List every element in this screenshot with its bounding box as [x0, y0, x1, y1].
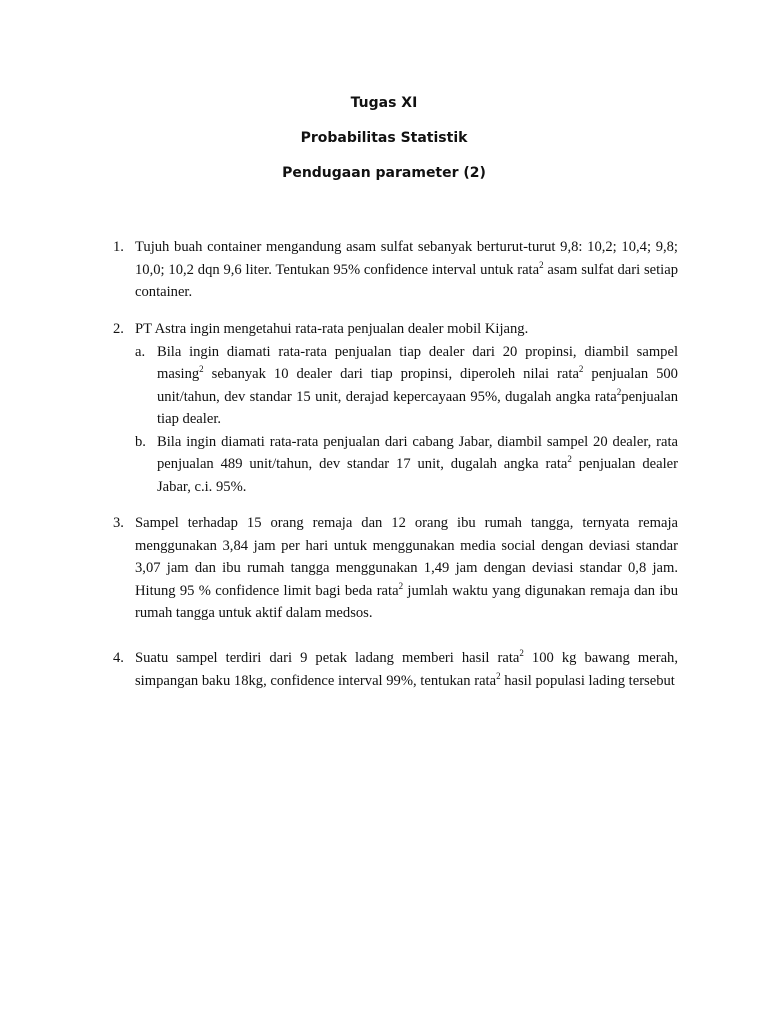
course-title: Probabilitas Statistik: [300, 130, 468, 146]
question-number: 3.: [113, 515, 124, 531]
question-number: 1.: [113, 239, 124, 255]
question-text-part: asam sulfat dari setiap container.: [135, 261, 678, 300]
question-1: [113, 236, 678, 304]
sub-question-a: [135, 341, 678, 431]
question-4: [113, 647, 678, 692]
question-text: [135, 512, 678, 625]
question-text-part: Tujuh buah container mengandung asam sulfat sebanyak berturut-turut 9,8: 10,2; 10,4; 9,8; 10,0; 10,2 dqn 9,6 liter. Tentukan 95% confidence interval untuk rata: [135, 239, 678, 278]
question-2: [113, 318, 678, 498]
superscript: 2: [199, 364, 204, 375]
question-text: [135, 647, 678, 692]
question-text-part: Sampel terhadap 15 orang remaja dan 12 orang ibu rumah tangga, ternyata remaja menggunakan 3,84 jam per hari untuk menggunakan media social dengan deviasi standar 3,07 jam dan ibu rumah tangga menggunakan 1,49 jam dengan deviasi standar 0,8 jam. Hitung 95 % confidence limit bagi beda rata: [135, 515, 678, 599]
superscript: 2: [519, 648, 524, 659]
topic-title: Pendugaan parameter (2): [282, 165, 486, 181]
superscript: 2: [567, 454, 572, 465]
question-intro: PT Astra ingin mengetahui rata-rata penjualan dealer mobil Kijang.: [135, 321, 529, 337]
question-number: 2.: [113, 321, 124, 337]
question-text-part: penjualan 500 unit/tahun, dev standar 15 unit, derajad kepercayaan 95%, dugalah angka rata: [157, 366, 678, 405]
sub-question-letter: a.: [135, 343, 146, 360]
question-text-part: 100 kg bawang merah, simpangan baku 18kg, confidence interval 99%, tentukan rata: [135, 650, 678, 689]
sub-question-b: [135, 431, 678, 499]
sub-question-text: [157, 431, 678, 499]
superscript: 2: [496, 670, 501, 681]
question-text-part: sebanyak 10 dealer dari tiap propinsi, diperoleh nilai rata: [203, 366, 579, 382]
superscript: 2: [539, 259, 544, 270]
question-text-part: Bila ingin diamati rata-rata penjualan tiap dealer dari 20 propinsi, diambil sampel masing: [157, 343, 678, 382]
question-text: [135, 236, 678, 304]
superscript: 2: [616, 386, 622, 397]
question-text-part: penjualan dealer Jabar, c.i. 95%.: [157, 456, 678, 495]
superscript: 2: [398, 580, 404, 591]
question-text-part: jumlah waktu yang digunakan remaja dan ibu rumah tangga untuk aktif dalam medsos.: [135, 582, 678, 621]
question-text-part: Suatu sampel terdiri dari 9 petak ladang memberi hasil rata: [135, 650, 520, 666]
sub-question-letter: b.: [135, 433, 146, 450]
question-3: [113, 512, 678, 625]
question-number: 4.: [113, 650, 124, 666]
question-text-part: Bila ingin diamati rata-rata penjualan dari cabang Jabar, diambil sampel 20 dealer, rata penjualan 489 unit/tahun, dev standar 17 unit, dugalah angka rata: [157, 433, 678, 472]
document-title: Tugas XI: [350, 95, 418, 111]
superscript: 2: [578, 364, 584, 375]
question-text-part: penjualan tiap dealer.: [157, 388, 678, 427]
sub-question-text: [157, 341, 678, 431]
question-text-part: hasil populasi lading tersebut: [500, 672, 675, 689]
